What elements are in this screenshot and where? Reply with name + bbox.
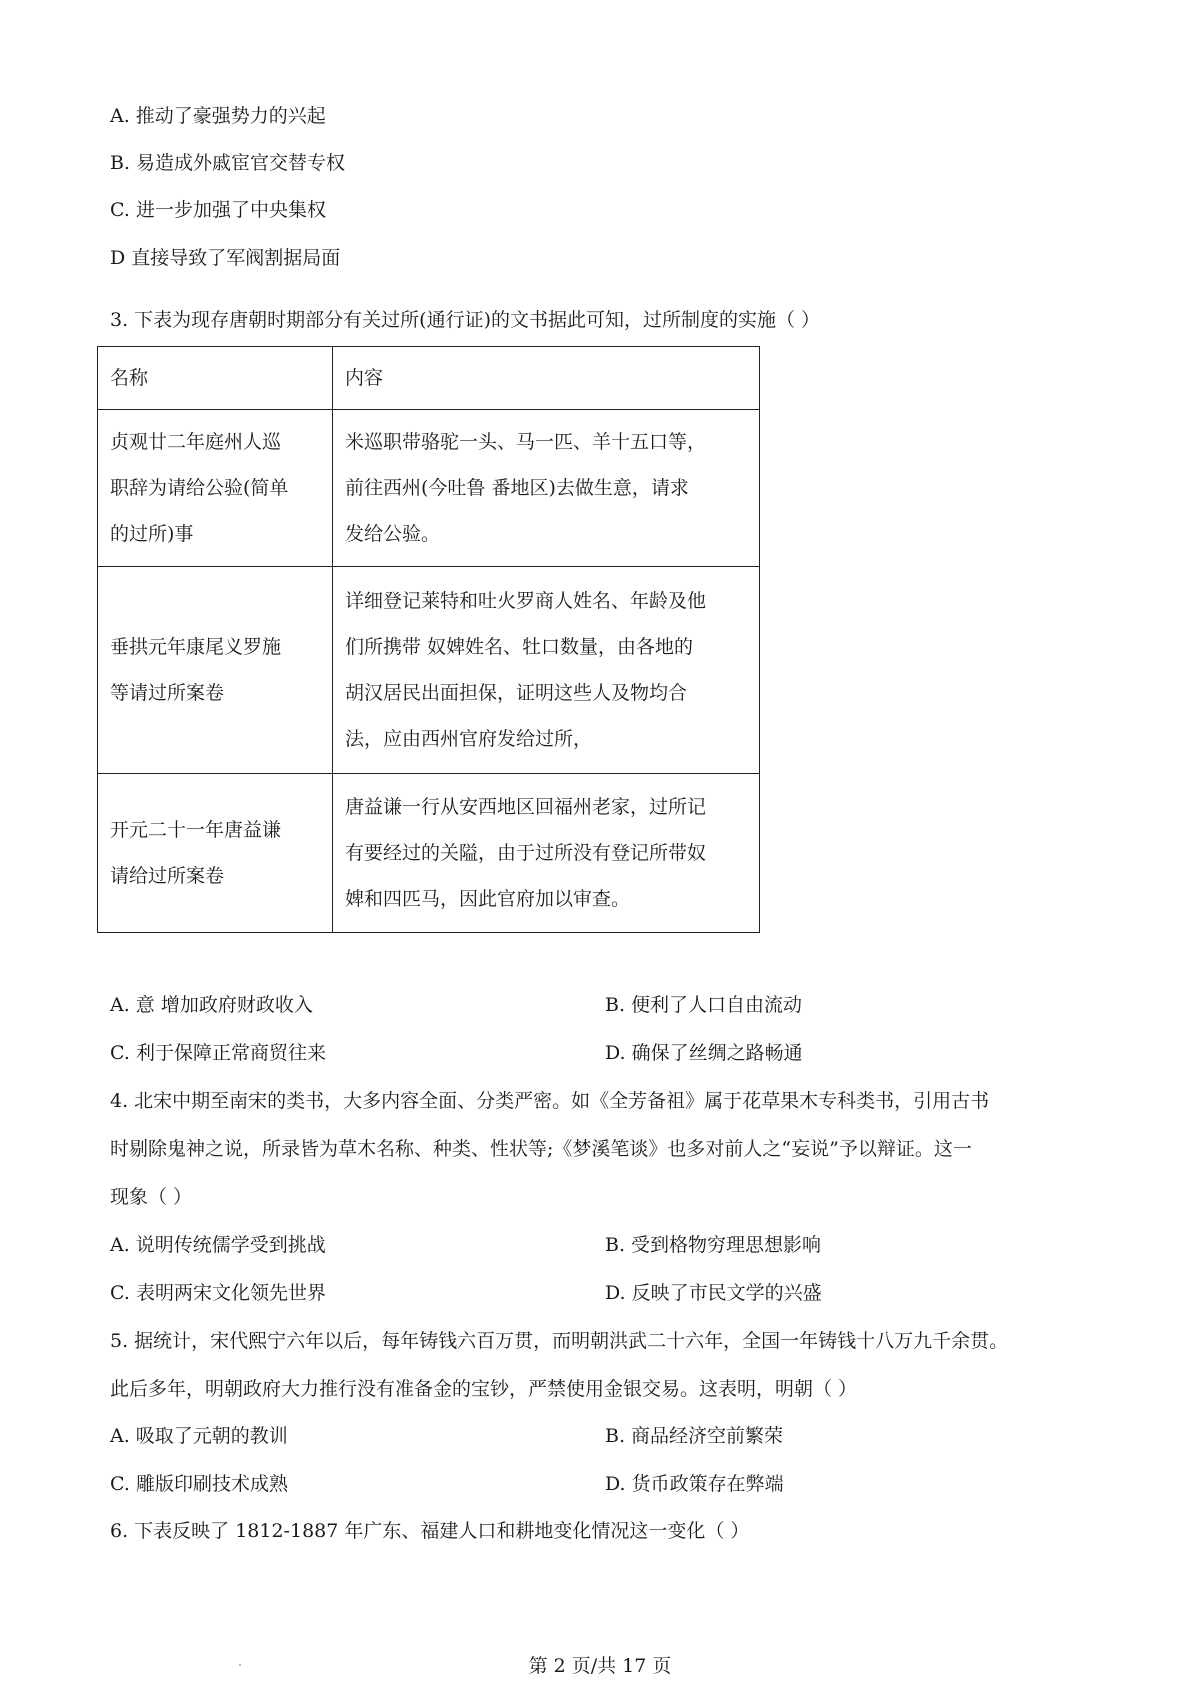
q2-option-d: D 直接导致了军阀割据局面 <box>110 247 341 269</box>
table-cell-content <box>333 774 760 933</box>
table-cell-content <box>333 567 760 774</box>
cell-line: 开元二十一年唐益谦 <box>110 819 282 841</box>
q5-option-b: B. 商品经济空前繁荣 <box>605 1425 784 1447</box>
cell-line: 垂拱元年康尾义罗施 <box>110 636 282 658</box>
cell-line: 前往西州(今吐鲁 番地区)去做生意，请求 <box>345 477 689 499</box>
cell-line: 职辞为请给公验(简单 <box>110 477 289 499</box>
cell-line: 等请过所案卷 <box>110 682 225 704</box>
table-header-content: 内容 <box>333 347 760 410</box>
cell-line: 请给过所案卷 <box>110 865 225 887</box>
table-cell-name <box>98 774 333 933</box>
q3-table <box>97 346 760 933</box>
q4-option-a: A. 说明传统儒学受到挑战 <box>110 1234 326 1256</box>
q4-stem-line: 4. 北宋中期至南宋的类书，大多内容全面、分类严密。如《全芳备祖》属于花草果木专科类书，引用古书 <box>110 1090 990 1112</box>
q3-option-d: D. 确保了丝绸之路畅通 <box>605 1042 803 1064</box>
q4-option-d: D. 反映了市民文学的兴盛 <box>605 1282 822 1304</box>
cell-line: 婢和四匹马，因此官府加以审查。 <box>345 888 631 910</box>
q4-option-b: B. 受到格物穷理思想影响 <box>605 1234 822 1256</box>
q2-option-b: B. 易造成外戚宦官交替专权 <box>110 152 346 174</box>
cell-line: 详细登记莱特和吐火罗商人姓名、年龄及他 <box>345 590 707 612</box>
q4-stem-line: 时剔除鬼神之说，所录皆为草木名称、种类、性状等;《梦溪笔谈》也多对前人之“妄说”予以辩证。这一 <box>110 1138 972 1160</box>
q3-option-a: A. 意 增加政府财政收入 <box>110 994 313 1016</box>
table-row <box>98 567 760 774</box>
q2-option-a: A. 推动了豪强势力的兴起 <box>110 105 326 127</box>
table-row <box>98 410 760 567</box>
q4-stem-line: 现象（ ） <box>110 1186 193 1208</box>
q5-option-d: D. 货币政策存在弊端 <box>605 1473 784 1495</box>
table-row <box>98 774 760 933</box>
table-cell-name <box>98 567 333 774</box>
q6-stem: 6. 下表反映了 1812-1887 年广东、福建人口和耕地变化情况这一变化（ ） <box>110 1520 750 1542</box>
cell-line: 贞观廿二年庭州人巡 <box>110 431 282 453</box>
q5-option-a: A. 吸取了元朝的教训 <box>110 1425 288 1447</box>
table-header-name: 名称 <box>98 347 333 410</box>
table-header-row <box>98 347 760 410</box>
table-cell-name <box>98 410 333 567</box>
q3-stem: 3. 下表为现存唐朝时期部分有关过所(通行证)的文书据此可知，过所制度的实施（ ） <box>110 309 821 331</box>
q2-option-c: C. 进一步加强了中央集权 <box>110 199 326 221</box>
q3-option-c: C. 利于保障正常商贸往来 <box>110 1042 326 1064</box>
q5-stem-line: 5. 据统计，宋代熙宁六年以后，每年铸钱六百万贯，而明朝洪武二十六年，全国一年铸钱十八万九千余贯。 <box>110 1330 1009 1352</box>
q5-stem-line: 此后多年，明朝政府大力推行没有准备金的宝钞，严禁使用金银交易。这表明，明朝（ ） <box>110 1378 858 1400</box>
cell-line: 发给公验。 <box>345 523 441 545</box>
cell-line: 的过所)事 <box>110 523 194 545</box>
cell-line: 有要经过的关隘，由于过所没有登记所带奴 <box>345 842 707 864</box>
q5-option-c: C. 雕版印刷技术成熟 <box>110 1473 288 1495</box>
cell-line: 胡汉居民出面担保，证明这些人及物均合 <box>345 682 688 704</box>
cell-line: 法，应由西州官府发给过所， <box>345 728 593 750</box>
q3-option-b: B. 便利了人口自由流动 <box>605 994 803 1016</box>
q4-option-c: C. 表明两宋文化领先世界 <box>110 1282 326 1304</box>
cell-line: 唐益谦一行从安西地区回福州老家，过所记 <box>345 796 707 818</box>
page-footer: 第 2 页/共 17 页 <box>528 1655 672 1677</box>
cell-line: 米巡职带骆驼一头、马一匹、羊十五口等， <box>345 431 707 453</box>
cell-line: 们所携带 奴婢姓名、牡口数量，由各地的 <box>345 636 694 658</box>
table-cell-content <box>333 410 760 567</box>
